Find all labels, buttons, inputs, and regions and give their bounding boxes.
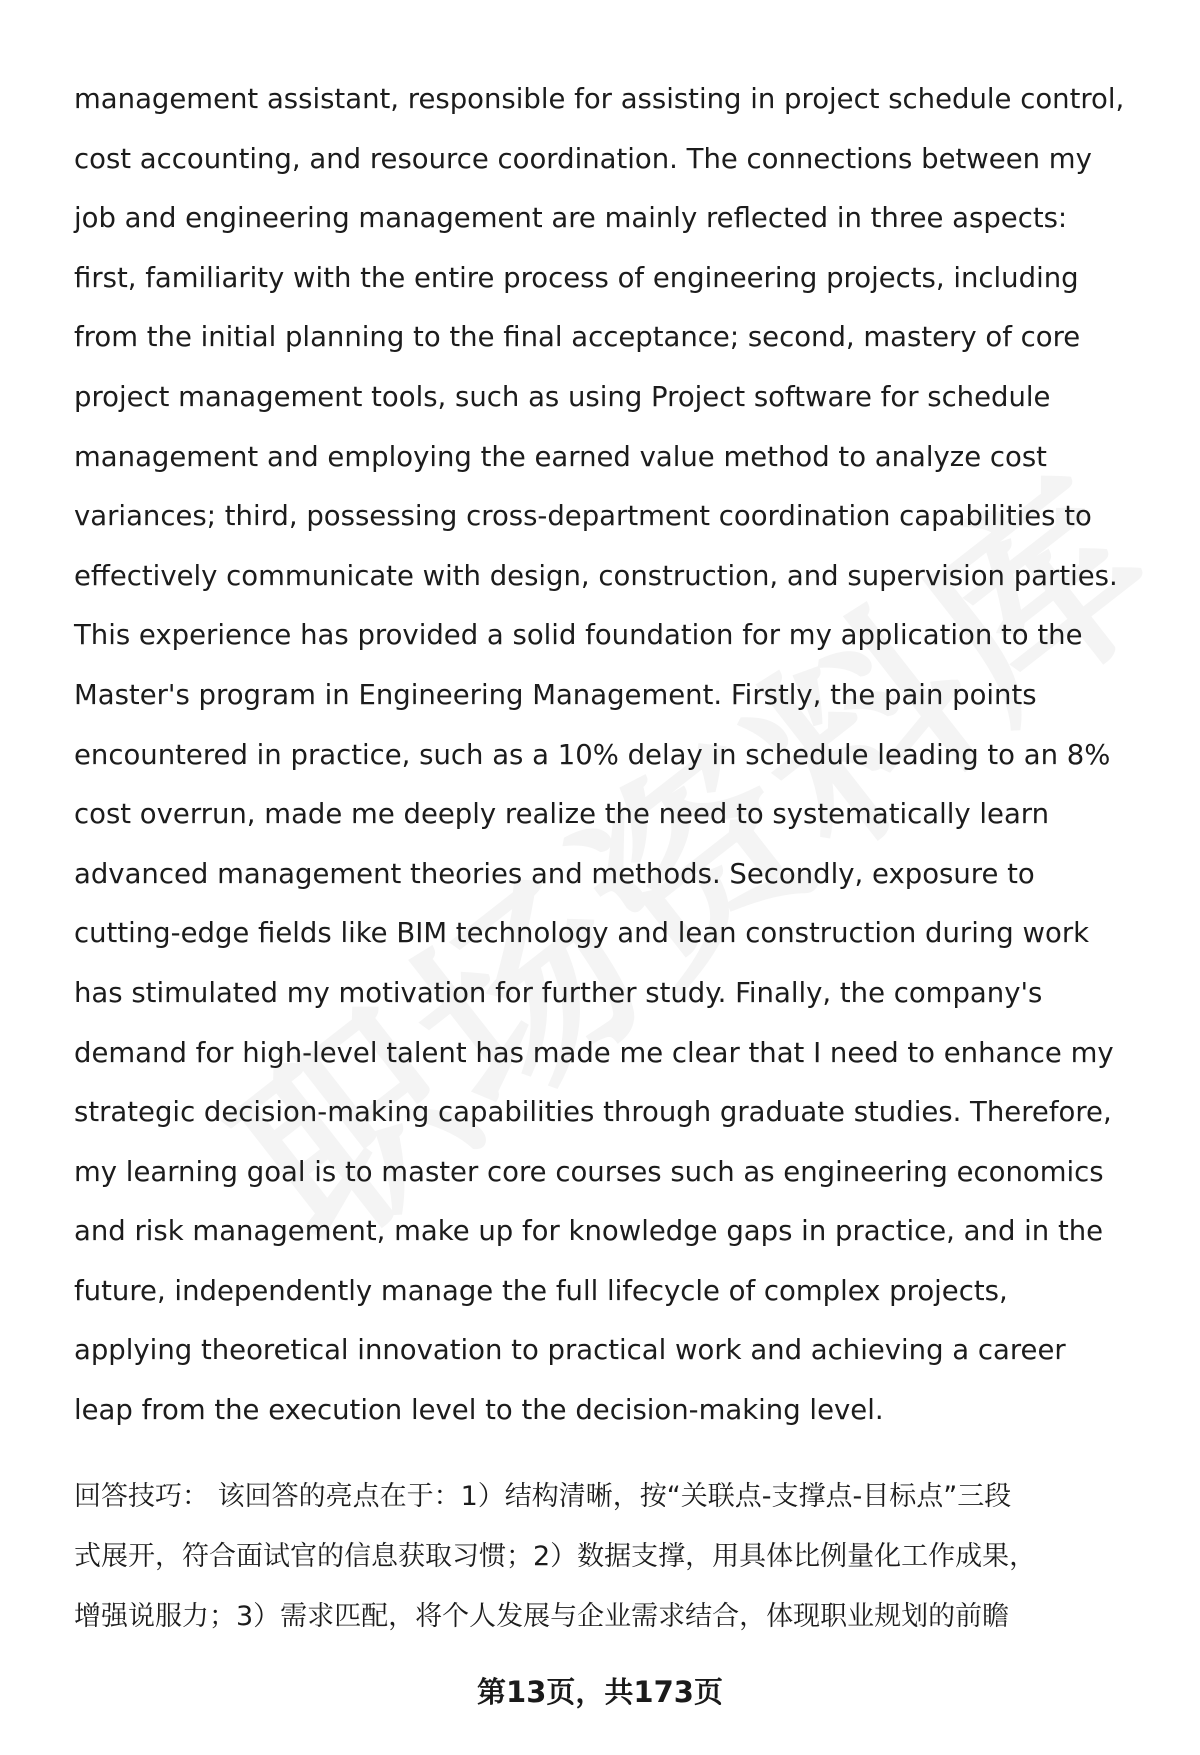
paragraph-line: first, familiarity with the entire process of engineering projects, including xyxy=(74,261,1079,294)
paragraph-line: applying theoretical innovation to practical work and achieving a career xyxy=(74,1334,1066,1367)
page-number: 第13页，共173页 xyxy=(477,1675,723,1709)
tips-line: 回答技巧： 该回答的亮点在于：1）结构清晰，按“关联点-支撑点-目标点”三段 xyxy=(74,1481,1012,1512)
paragraph-line: has stimulated my motivation for further study. Finally, the company's xyxy=(74,976,1043,1009)
paragraph-line: strategic decision-making capabilities through graduate studies. Therefore, xyxy=(74,1096,1112,1129)
paragraph-line: variances; third, possessing cross-department coordination capabilities to xyxy=(74,500,1092,533)
paragraph-line: management and employing the earned value method to analyze cost xyxy=(74,440,1047,473)
paragraph-line: management assistant, responsible for assisting in project schedule control, xyxy=(74,83,1125,115)
paragraph-line: leap from the execution level to the decision-making level. xyxy=(74,1394,884,1427)
paragraph-line: from the initial planning to the final acceptance; second, mastery of core xyxy=(74,321,1081,354)
answer-tips-paragraph xyxy=(74,1467,1154,1647)
paragraph-line: demand for high-level talent has made me clear that I need to enhance my xyxy=(74,1036,1114,1069)
paragraph-line: Master's program in Engineering Management. Firstly, the pain points xyxy=(74,678,1037,711)
tips-line: 式展开，符合面试官的信息获取习惯；2）数据支撑，用具体比例量化工作成果， xyxy=(74,1541,1037,1572)
answer-paragraph xyxy=(74,70,1154,1441)
paragraph-line: This experience has provided a solid foundation for my application to the xyxy=(74,619,1083,652)
paragraph-line: advanced management theories and methods. Secondly, exposure to xyxy=(74,857,1035,890)
paragraph-line: effectively communicate with design, construction, and supervision parties. xyxy=(74,559,1118,592)
paragraph-line: cost overrun, made me deeply realize the need to systematically learn xyxy=(74,798,1050,831)
paragraph-line: project management tools, such as using Project software for schedule xyxy=(74,380,1051,413)
paragraph-line: cutting-edge fields like BIM technology and lean construction during work xyxy=(74,917,1090,950)
paragraph-line: encountered in practice, such as a 10% delay in schedule leading to an 8% xyxy=(74,738,1111,771)
paragraph-line: job and engineering management are mainly reflected in three aspects: xyxy=(74,202,1068,235)
tips-line: 增强说服力；3）需求匹配，将个人发展与企业需求结合，体现职业规划的前瞻 xyxy=(74,1601,1010,1632)
paragraph-line: future, independently manage the full lifecycle of complex projects, xyxy=(74,1274,1008,1307)
paragraph-line: cost accounting, and resource coordination. The connections between my xyxy=(74,142,1092,175)
paragraph-line: and risk management, make up for knowledge gaps in practice, and in the xyxy=(74,1215,1104,1248)
paragraph-line: my learning goal is to master core courses such as engineering economics xyxy=(74,1155,1104,1188)
